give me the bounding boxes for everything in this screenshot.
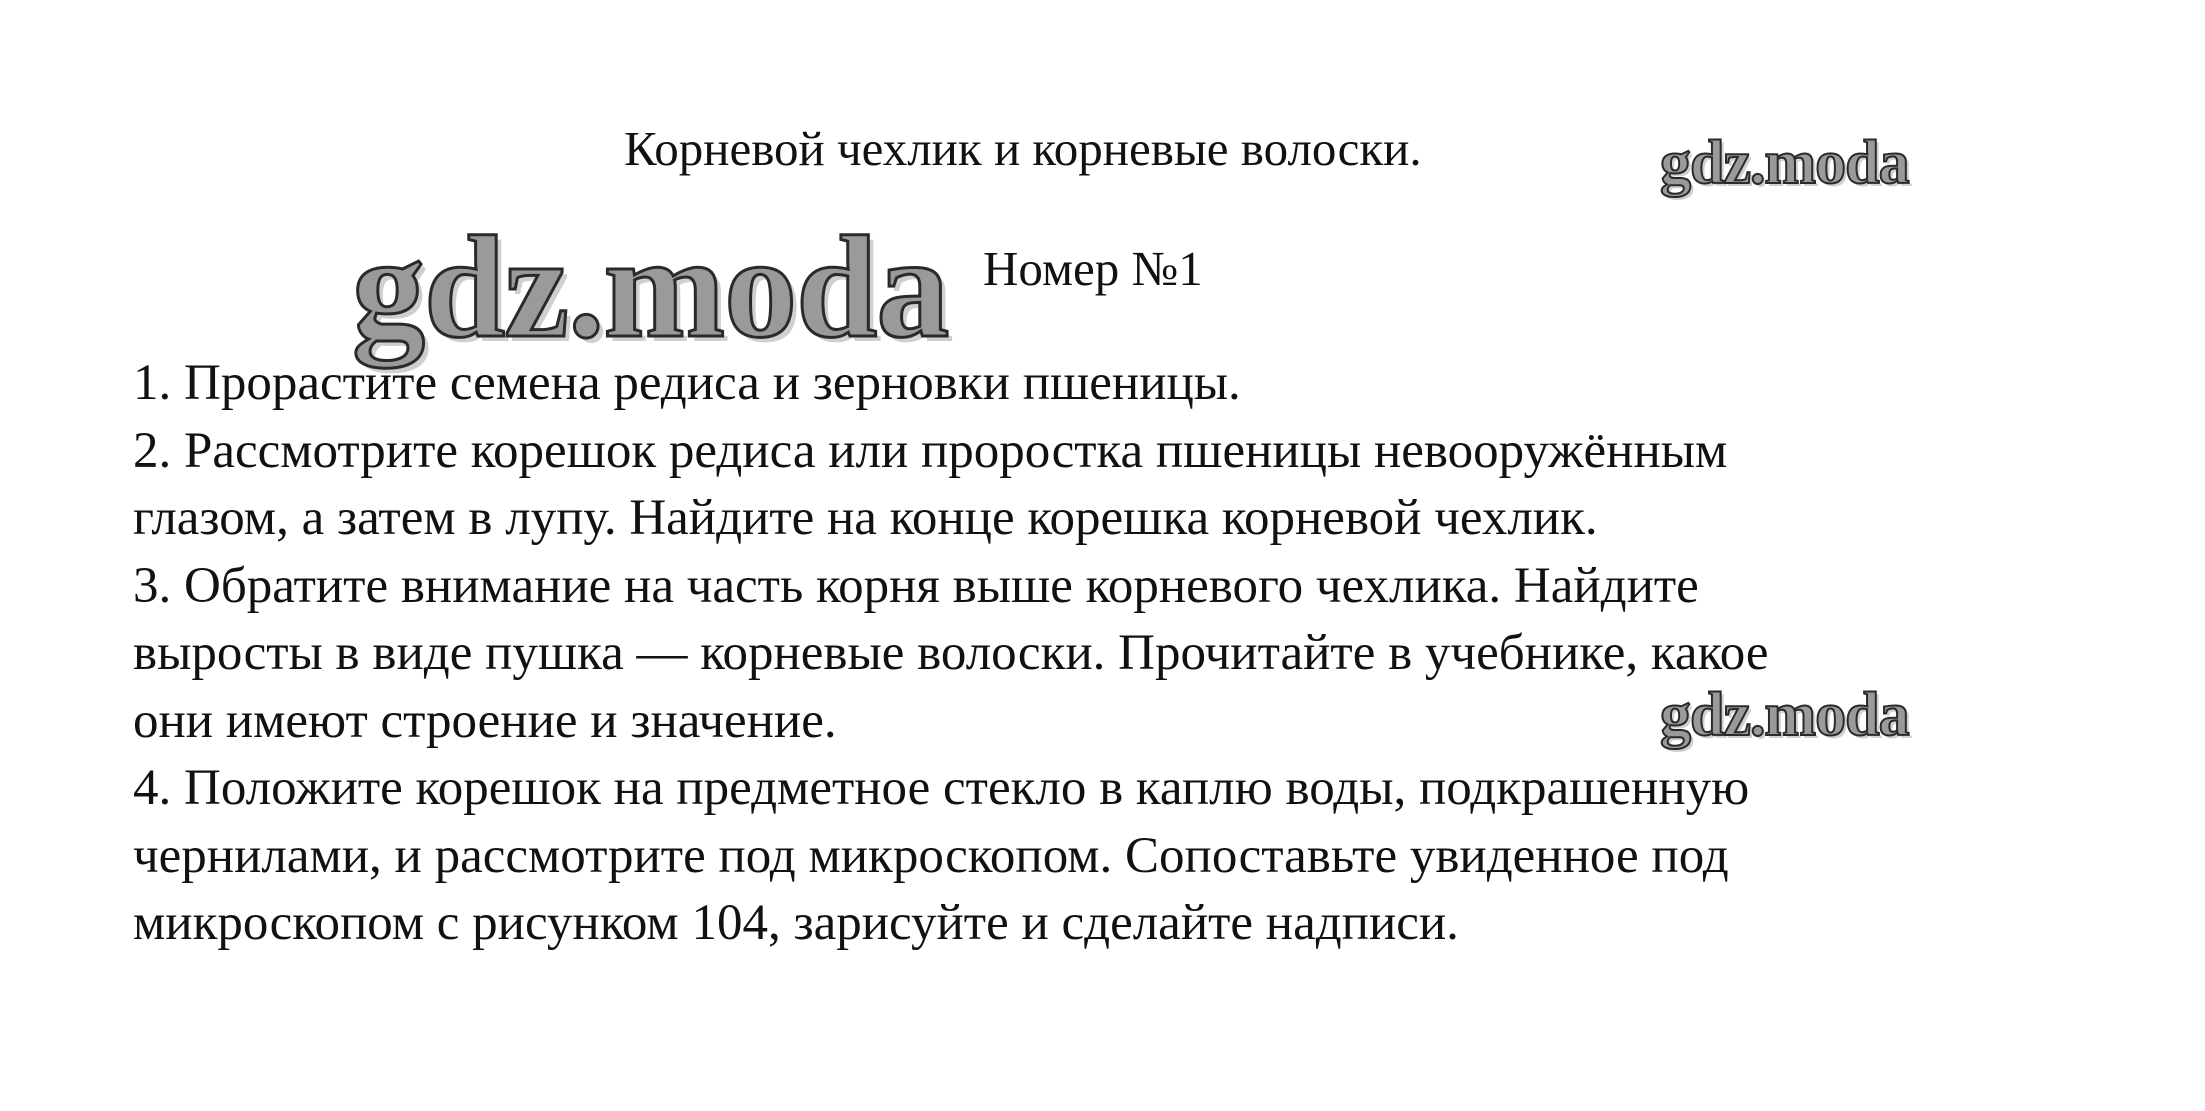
page-title: Корневой чехлик и корневые волоски. bbox=[624, 121, 1422, 176]
task-line-6: они имеют строение и значение. bbox=[133, 692, 837, 749]
task-line-7: 4. Положите корешок на предметное стекло в каплю воды, подкрашенную bbox=[133, 760, 1750, 816]
task-line-9: микроскопом с рисунком 104, зарисуйте и сделайте надписи. bbox=[133, 895, 1459, 951]
watermark-logo-middle: gdz.moda bbox=[1660, 681, 1909, 749]
task-line-5: выросты в виде пушка — корневые волоски. Прочитайте в учебнике, какое bbox=[133, 625, 1769, 681]
task-line-4: 3. Обратите внимание на часть корня выше корневого чехлика. Найдите bbox=[133, 557, 1699, 614]
task-number: Номер №1 bbox=[983, 241, 1203, 296]
task-line-8: чернилами, и рассмотрите под микроскопом. Сопоставьте увиденное под bbox=[133, 827, 1729, 884]
task-line-3: глазом, а затем в лупу. Найдите на конце корешка корневой чехлик. bbox=[133, 490, 1598, 546]
task-text bbox=[133, 350, 2133, 958]
watermark-logo-large: gdz.moda bbox=[352, 206, 949, 368]
watermark-logo-top: gdz.moda bbox=[1660, 129, 1909, 197]
task-line-2: 2. Рассмотрите корешок редиса или проростка пшеницы невооружённым bbox=[133, 422, 1728, 479]
task-line-1: 1. Прорастите семена редиса и зерновки пшеницы. bbox=[133, 355, 1241, 411]
